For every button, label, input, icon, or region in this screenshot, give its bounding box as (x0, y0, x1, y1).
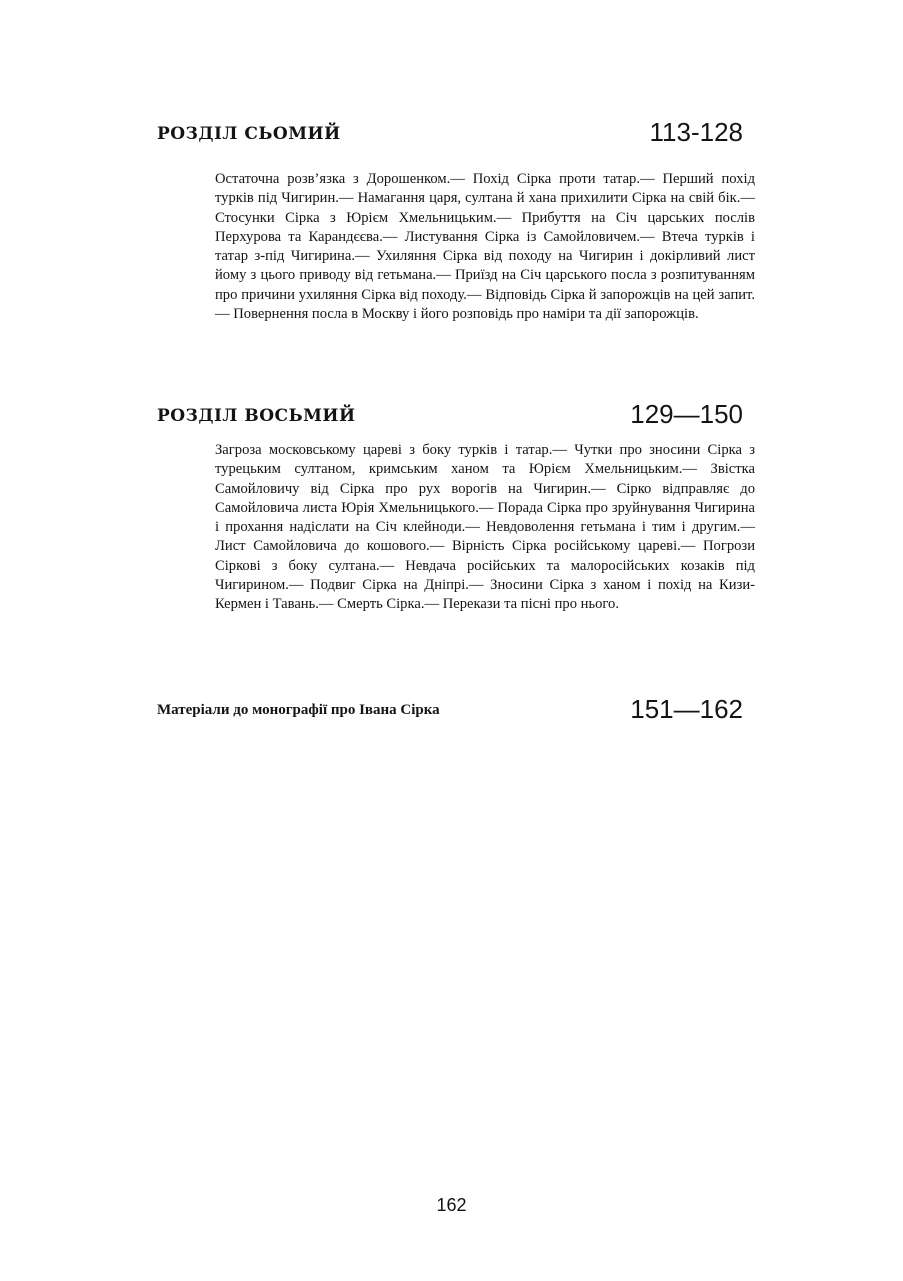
chapter-7-summary: Остаточна розв’язка з Дорошенком.— Похід Сірка проти татар.— Перший похід турків під Чигирин.— Намагання царя, султана й хана прихилити Сірка на свій бік.— Стосунки Сірка з Юрієм Хмельницьким.— Прибуття на Січ царських послів Перхурова та Карандєєва.— Листування Сірка із Самойловичем.— Втеча турків і татар з-під Чигирина.— Ухиляння Сірка від походу на Чигирин і докірливий лист йому з цього приводу від гетьмана.— Приїзд на Січ царського посла з розпитуванням про причини ухиляння Сірка від походу.— Відповідь Сірка й запорожців на цей запит.— Повернення посла в Москву і його розповідь про наміри та дії запорожців. (215, 171, 755, 323)
chapter-7-title: РОЗДІЛ СЬОМИЙ (157, 124, 341, 144)
chapter-8-title: РОЗДІЛ ВОСЬМИЙ (157, 406, 356, 426)
page-number: 162 (436, 1195, 467, 1215)
materials-title: Матеріали до монографії про Івана Сірка (157, 702, 440, 718)
chapter-8-summary: Загроза московському цареві з боку турків і татар.— Чутки про зносини Сірка з турецьким султаном, кримським ханом та Юрієм Хмельницьким.— Звістка Самойловичу від Сірка про рух ворогів на Чигирин.— Сірко відправляє до Самойловича листа Юрія Хмельницького.— Порада Сірка про зруйнування Чигирина і прохання надіслати на Січ клейноди.— Невдоволення гетьмана і тим і другим.— Лист Самойловича до кошового.— Вірність Сірка російському цареві.— Погрози Сіркові з боку султана.— Невдача російських та малоросійських козаків під Чигирином.— Подвиг Сірка на Дніпрі.— Зносини Сірка з ханом і похід на Кизи-Кермен і Тавань.— Смерть Сірка.— Перекази та пісні про нього. (215, 442, 755, 613)
chapter-7-page-range: 113-128 (649, 117, 743, 147)
chapter-7-heading (157, 108, 757, 148)
materials-page-range: 151—162 (630, 694, 743, 724)
materials-heading (157, 685, 757, 725)
chapter-8-page-range: 129—150 (630, 399, 743, 429)
chapter-8-heading (157, 390, 757, 430)
